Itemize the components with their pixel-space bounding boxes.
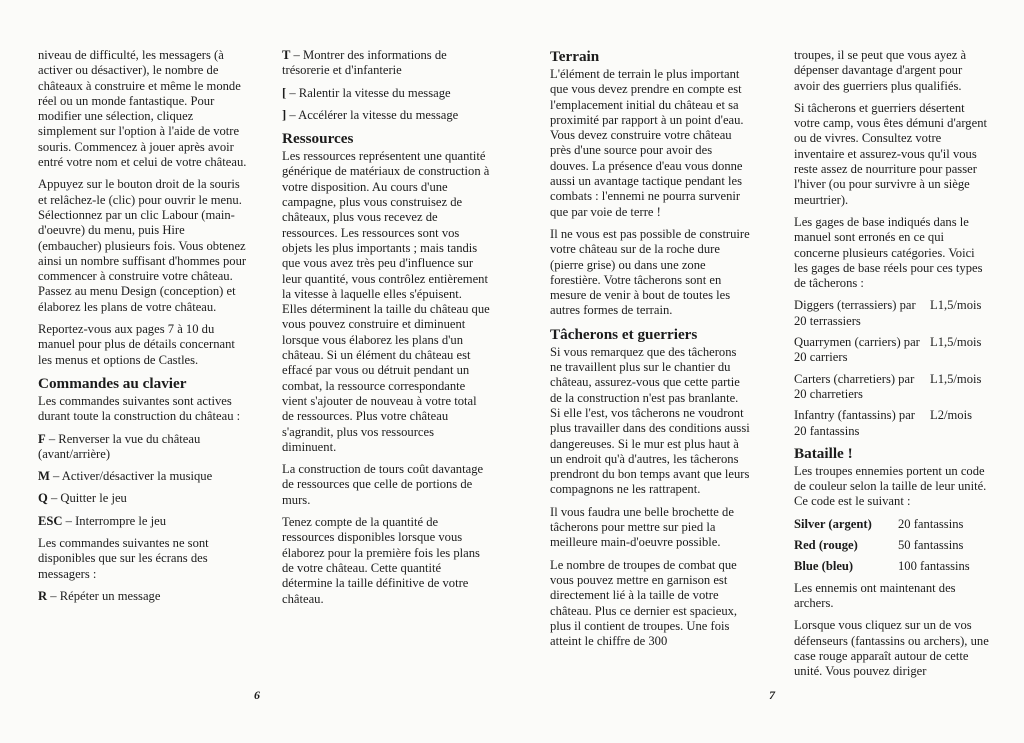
- unit-size: 100 fantassins: [898, 559, 970, 574]
- wage-row: [794, 408, 990, 439]
- key-desc: – Renverser la vue du château (avant/arrière): [38, 431, 201, 461]
- unit-size: 20 fantassins: [898, 516, 964, 531]
- unit-color: Blue (bleu): [794, 559, 854, 574]
- paragraph: Si tâcherons et guerriers désertent votre camp, vous êtes démuni d'argent ou de vivres. Consultez votre inventaire et assurez-vous qu'il vous reste assez de nourriture pour passer l'hiver (ou pour survivre à un siège meurtrier).: [794, 100, 987, 207]
- key-command: [38, 589, 250, 604]
- key-command: [282, 86, 490, 101]
- column-3: [550, 48, 750, 656]
- wage-value: L1,5/mois: [930, 371, 982, 386]
- paragraph: Les gages de base indiqués dans le manuel sont erronés en ce qui concerne plusieurs catégories. Voici les gages de base réels pour ces types de tâcherons :: [794, 214, 983, 291]
- wage-row: [794, 298, 990, 329]
- key-name: ESC: [38, 513, 63, 528]
- heading-bataille: Bataille !: [794, 444, 853, 462]
- page-number-right: 7: [769, 688, 775, 702]
- column-1: [38, 48, 250, 611]
- key-desc: – Activer/désactiver la musique: [49, 469, 213, 484]
- wage-label: Diggers (terrassiers) par 20 terrassiers: [794, 298, 916, 328]
- paragraph: L'élément de terrain le plus important que vous devez prendre en compte est l'emplacement initial du château et sa proximité par rapport à un point d'eau. Vous devez construire votre château près d'une source pour avoir des douves. La présence d'eau vous donne aussi un avantage tactique pendant les combats : l'ennemi ne pourra survenir que par voie de terre !: [550, 67, 744, 219]
- key-command: [282, 48, 490, 79]
- unit-color: Red (rouge): [794, 538, 858, 553]
- paragraph: La construction de tours coût davantage de ressources que celle de portions de murs.: [282, 462, 484, 507]
- paragraph: Lorsque vous cliquez sur un de vos défenseurs (fantassins ou archers), une case rouge apparaît autour de cette unité. Vous pouvez diriger: [794, 618, 989, 679]
- wage-value: L1,5/mois: [930, 335, 982, 350]
- key-name: T: [282, 48, 291, 62]
- key-command: [38, 491, 250, 506]
- paragraph: Il vous faudra une belle brochette de tâcherons pour mettre sur pied la meilleure main-d'oeuvre possible.: [550, 504, 734, 550]
- wage-label: Infantry (fantassins) par 20 fantassins: [794, 408, 915, 438]
- column-2: [282, 48, 490, 614]
- unit-color-row: [794, 538, 990, 553]
- heading-terrain: Terrain: [550, 48, 600, 65]
- unit-color-row: [794, 559, 990, 574]
- key-desc: – Accélérer la vitesse du message: [286, 107, 459, 122]
- key-name: Q: [38, 491, 48, 506]
- heading-tacherons-guerriers: Tâcherons et guerriers: [550, 325, 698, 343]
- wage-value: L1,5/mois: [930, 298, 982, 313]
- paragraph: Les commandes suivantes sont actives durant toute la construction du château :: [38, 393, 241, 424]
- unit-color: Silver (argent): [794, 516, 872, 531]
- key-desc: – Quitter le jeu: [47, 491, 127, 506]
- paragraph: Reportez-vous aux pages 7 à 10 du manuel pour plus de détails concernant les menus et options de Castles.: [38, 322, 235, 367]
- wage-row: [794, 335, 990, 366]
- key-command: [38, 432, 250, 463]
- key-name: F: [38, 431, 46, 446]
- key-desc: – Interrompre le jeu: [62, 513, 167, 528]
- key-desc: – Montrer des informations de trésorerie et d'infanterie: [282, 48, 447, 78]
- wage-row: [794, 372, 990, 403]
- wage-label: Quarrymen (carriers) par 20 carriers: [794, 335, 920, 365]
- paragraph: Si vous remarquez que des tâcherons ne travaillent plus sur le chantier du château, assurez-vous que cette partie de la construction n'est pas branlante. Si elle l'est, vos tâcherons ne voudront plus travailler dans des conditions aussi dangereuses. Si le mur est plus haut à un endroit qu'à d'autres, les tâcherons prendront du bon temps avant que leurs compagnons ne les rattrapent.: [550, 344, 750, 497]
- column-4: [794, 48, 990, 686]
- key-desc: – Répéter un message: [47, 588, 161, 603]
- key-name: [: [282, 85, 287, 100]
- unit-color-row: [794, 517, 990, 532]
- page-number-left: 6: [254, 688, 260, 702]
- paragraph: niveau de difficulté, les messagers (à activer ou désactiver), le nombre de châteaux à construire et même le monde réel ou un monde fantastique. Pour modifier une sélection, cliquez simplement sur l'option à l'aide de votre souris. Commencez à jouer après avoir entré votre nom et celui de votre château.: [38, 48, 247, 170]
- wage-label: Carters (charretiers) par 20 charretiers: [794, 371, 915, 401]
- paragraph: Tenez compte de la quantité de ressources disponibles lorsque vous élaborez pour la première fois les plans de votre château. Cette quantité détermine la taille définitive de votre château.: [282, 515, 480, 606]
- key-command: [282, 108, 490, 123]
- key-name: R: [38, 588, 48, 603]
- heading-commandes-clavier: Commandes au clavier: [38, 374, 187, 392]
- paragraph: Appuyez sur le bouton droit de la souris et relâchez-le (clic) pour ouvrir le menu. Sélectionnez par un clic Labour (main-d'oeuvre) du menu, puis Hire (embaucher) plusieurs fois. Vous obtenez ainsi un nombre suffisant d'hommes pour commencer à construire votre château. Passez au menu Design (conception) et élaborez les plans de votre château.: [38, 177, 247, 314]
- paragraph: Les commandes suivantes ne sont disponibles que sur les écrans des messagers :: [38, 536, 209, 581]
- heading-ressources: Ressources: [282, 130, 354, 148]
- key-command: [38, 469, 250, 484]
- unit-size: 50 fantassins: [898, 538, 964, 553]
- key-name: ]: [282, 107, 287, 122]
- key-name: M: [38, 469, 50, 484]
- wage-value: L2/mois: [930, 408, 972, 423]
- key-command: [38, 514, 250, 529]
- paragraph: Les ennemis ont maintenant des archers.: [794, 580, 956, 610]
- paragraph: Le nombre de troupes de combat que vous pouvez mettre en garnison est directement lié à la taille de votre château. Plus ce dernier est spacieux, plus il contient de troupes. Une fois atteint le chiffre de 300: [550, 557, 738, 649]
- paragraph: troupes, il se peut que vous ayez à dépenser davantage d'argent pour avoir des guerriers plus qualifiés.: [794, 48, 967, 93]
- key-desc: – Ralentir la vitesse du message: [286, 85, 451, 100]
- paragraph: Les ressources représentent une quantité générique de matériaux de construction à votre disposition. Au cours d'une campagne, plus vous construisez de châteaux, plus vous recevez de ressources. Les ressources sont vos objets les plus importants ; mais tandis que vous avez très peu d'influence sur leur quantité, vous contrôlez entièrement la vitesse à laquelle elles s'épuisent. Elles déterminent la taille du château que vous pouvez construire et diminuent lorsque vous élaborez les plans d'un château. Si un élément du château est effacé par vous ou détruit pendant un combat, la ressource correspondante vient s'ajouter de nouveau à votre total de ressources. Plus votre château s'agrandit, plus vos ressources diminuent.: [282, 149, 490, 454]
- paragraph: Les troupes ennemies portent un code de couleur selon la taille de leur unité. Ce code est le suivant :: [794, 463, 987, 509]
- paragraph: Il ne vous est pas possible de construire votre château sur de la roche dure (pierre grise) ou dans une zone forestière. Votre tâcherons sont en mesure de venir à bout de toutes les autres formes de terrain.: [550, 226, 750, 318]
